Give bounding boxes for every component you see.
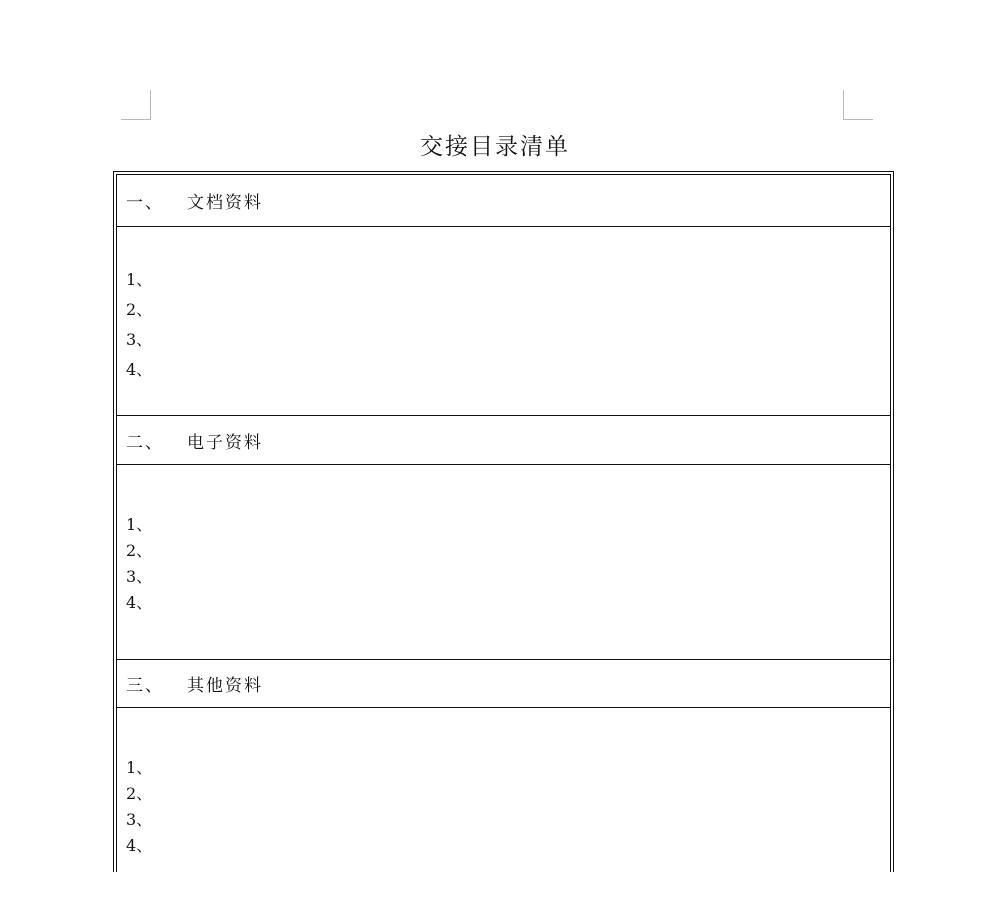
list-item: 2、 [126, 541, 153, 560]
section-label: 其他资料 [187, 676, 263, 696]
margin-corner-top-right [843, 90, 873, 120]
item-list [126, 512, 152, 616]
list-item: 2、 [126, 300, 153, 319]
list-item: 3、 [126, 330, 153, 349]
list-item: 1、 [126, 758, 153, 777]
list-item: 3、 [126, 567, 153, 586]
section-header-electronic[interactable] [117, 416, 890, 465]
list-item: 3、 [126, 810, 153, 829]
section-label: 文档资料 [187, 193, 263, 213]
list-item: 2、 [126, 784, 153, 803]
item-list [126, 755, 152, 859]
section-number: 二、 [126, 432, 164, 453]
section-number: 三、 [126, 676, 164, 696]
catalog-table [113, 171, 894, 872]
list-item: 1、 [126, 270, 153, 289]
list-item: 4、 [126, 836, 153, 855]
section-header-documents[interactable] [117, 175, 890, 227]
section-label: 电子资料 [187, 432, 263, 453]
section-body-electronic[interactable] [117, 465, 890, 660]
catalog-table-inner [116, 174, 891, 872]
section-body-documents[interactable] [117, 227, 890, 416]
section-body-other[interactable] [117, 708, 890, 908]
list-item: 4、 [126, 593, 153, 612]
section-number: 一、 [126, 193, 164, 213]
list-item: 4、 [126, 360, 153, 379]
section-header-other[interactable] [117, 660, 890, 708]
page-title[interactable]: 交接目录清单 [420, 134, 570, 160]
list-item: 1、 [126, 515, 153, 534]
item-list [126, 265, 152, 385]
margin-corner-top-left [121, 90, 151, 120]
